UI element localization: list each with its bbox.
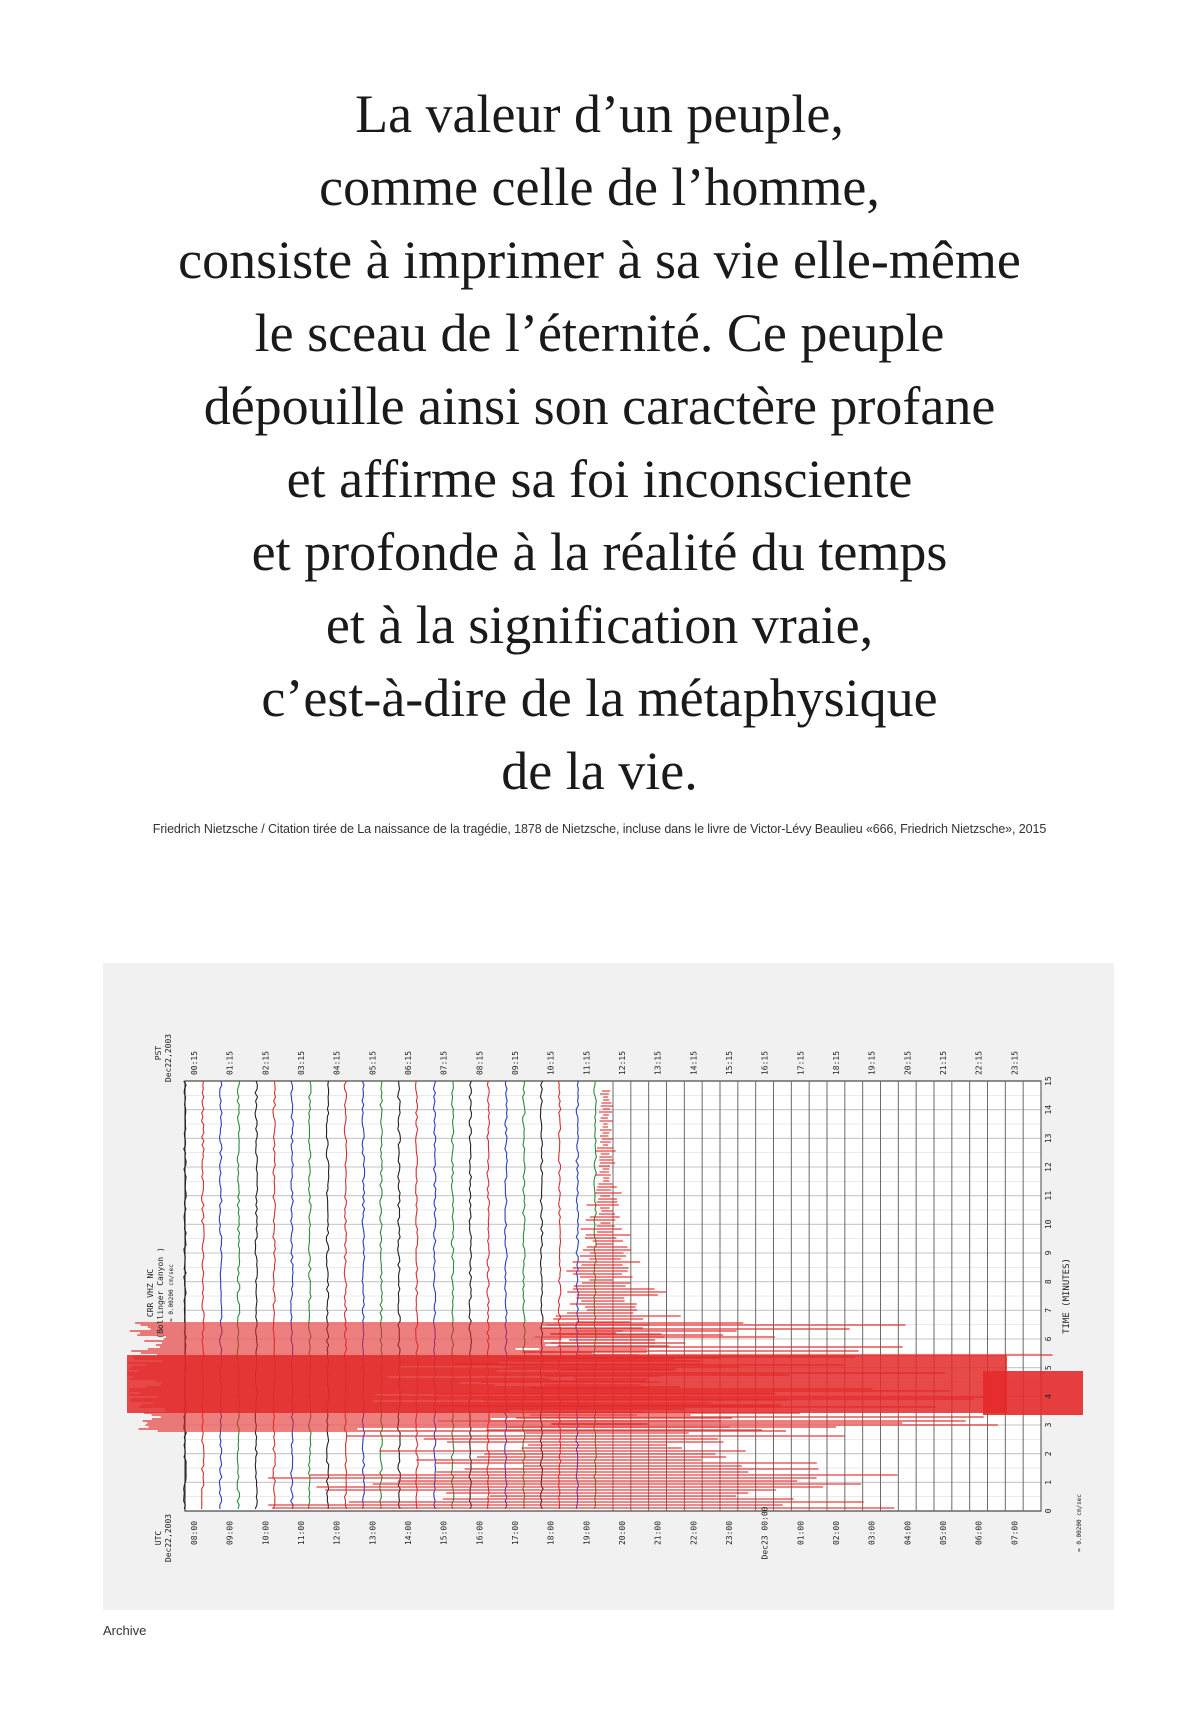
utc-tick-label: 11:00 [296,1520,306,1546]
minute-tick-label: 7 [1044,1307,1053,1313]
station-sublabel: (Bollinger Canyon ) [156,1247,165,1339]
pst-tick-label: 06:15 [403,1050,413,1076]
pst-tick-label: 08:15 [475,1050,485,1076]
minute-tick-label: 14 [1044,1104,1053,1115]
pst-tick-label: 07:15 [439,1050,449,1076]
pst-date: Dec22,2003 [164,1033,173,1083]
pst-tick-label: 14:15 [689,1050,699,1076]
pst-tick-label: 22:15 [974,1050,984,1076]
pst-tick-label: 00:15 [189,1050,199,1076]
minute-axis-label: TIME (MINUTES) [1062,1258,1072,1334]
pst-tick-label: 03:15 [296,1050,306,1076]
pst-tick-label: 12:15 [617,1050,627,1076]
minute-tick-label: 10 [1044,1219,1053,1230]
utc-tick-label: 10:00 [261,1520,271,1546]
minute-tick-label: 5 [1044,1365,1053,1371]
utc-tick-label: 01:00 [796,1520,806,1546]
utc-tick-label: 18:00 [546,1520,556,1546]
utc-tick-label: 05:00 [938,1520,948,1546]
pst-tick-label: 20:15 [903,1050,913,1076]
minute-tick-label: 3 [1044,1422,1053,1428]
pst-tick-label: 17:15 [796,1050,806,1076]
pst-tick-label: 04:15 [332,1050,342,1076]
pst-tick-label: 21:15 [938,1050,948,1076]
utc-tick-label: 14:00 [403,1520,413,1546]
minute-tick-label: 9 [1044,1250,1053,1256]
quote-block [80,78,1119,808]
utc-tick-label: 08:00 [189,1520,199,1546]
quote-line: et profonde à la réalité du temps [251,522,948,582]
utc-tick-label: 12:00 [332,1520,342,1546]
saturated-band [983,1371,1083,1415]
station-label: CRR VHZ NC [146,1268,155,1318]
pst-tick-label: 16:15 [760,1050,770,1076]
quote-line: de la vie. [501,741,698,801]
utc-tick-label: 16:00 [475,1520,485,1546]
minute-tick-label: 6 [1044,1336,1053,1342]
utc-tick-label: 17:00 [510,1520,520,1546]
pst-tick-label: 13:15 [653,1050,663,1076]
seismogram-image [103,963,1114,1610]
utc-header: UTC [154,1530,163,1546]
minute-tick-label: 13 [1044,1133,1053,1144]
utc-tick-label: 23:00 [724,1520,734,1546]
pst-tick-label: 01:15 [225,1050,235,1076]
pst-tick-label: 18:15 [831,1050,841,1076]
pst-tick-label: 05:15 [368,1050,378,1076]
utc-tick-label: 21:00 [653,1520,663,1546]
minute-tick-label: 4 [1044,1393,1053,1399]
minute-tick-label: 15 [1044,1076,1053,1086]
utc-tick-label: 02:00 [831,1520,841,1546]
minute-tick-label: 11 [1044,1190,1053,1201]
utc-tick-label: 15:00 [439,1520,449,1546]
pst-tick-label: 19:15 [867,1050,877,1076]
quote-line: consiste à imprimer à sa vie elle-même [178,230,1021,290]
scale-label: = 0.00200 cm/sec [168,1264,175,1322]
minute-tick-label: 0 [1044,1508,1053,1514]
pst-tick-label: 10:15 [546,1050,556,1076]
utc-tick-label: Dec23 00:00 [760,1506,770,1560]
quote-line: c’est-à-dire de la métaphysique [261,668,938,728]
seismogram-figure [103,963,1114,1610]
pst-tick-label: 11:15 [582,1050,592,1076]
utc-tick-label: 09:00 [225,1520,235,1546]
section-label: Archive [103,1623,147,1638]
utc-tick-label: 13:00 [368,1520,378,1546]
pst-tick-label: 15:15 [724,1050,734,1076]
minute-tick-label: 8 [1044,1279,1053,1285]
pst-tick-label: 23:15 [1010,1050,1020,1076]
quote-line: dépouille ainsi son caractère profane [203,376,996,436]
pst-tick-label: 02:15 [261,1050,271,1076]
quote-line: le sceau de l’éternité. Ce peuple [254,303,945,363]
utc-tick-label: 19:00 [582,1520,592,1546]
quote-attribution: Friedrich Nietzsche / Citation tirée de La naissance de la tragédie, 1878 de Nietzsche, incluse dans le livre de Victor-Lévy Beaulieu «666, Friedrich Nietzsche», 2015 [152,822,1047,836]
minute-tick-label: 12 [1044,1162,1053,1172]
pst-tick-label: 09:15 [510,1050,520,1076]
quote-line: et affirme sa foi inconsciente [286,449,913,509]
minute-tick-label: 1 [1044,1479,1053,1485]
minute-tick-label: 2 [1044,1451,1053,1457]
quote-line: La valeur d’un peuple, [355,84,844,144]
utc-tick-label: 22:00 [689,1520,699,1546]
pst-header: PST [154,1045,163,1061]
scale-label: = 0.00200 cm/sec [1076,1494,1083,1552]
utc-tick-label: 06:00 [974,1520,984,1546]
utc-tick-label: 03:00 [867,1520,877,1546]
utc-tick-label: 04:00 [903,1520,913,1546]
utc-tick-label: 07:00 [1010,1520,1020,1546]
utc-date: Dec22,2003 [164,1513,173,1563]
utc-tick-label: 20:00 [617,1520,627,1546]
quote-line: comme celle de l’homme, [319,157,880,217]
quote-line: et à la signification vraie, [325,595,874,655]
